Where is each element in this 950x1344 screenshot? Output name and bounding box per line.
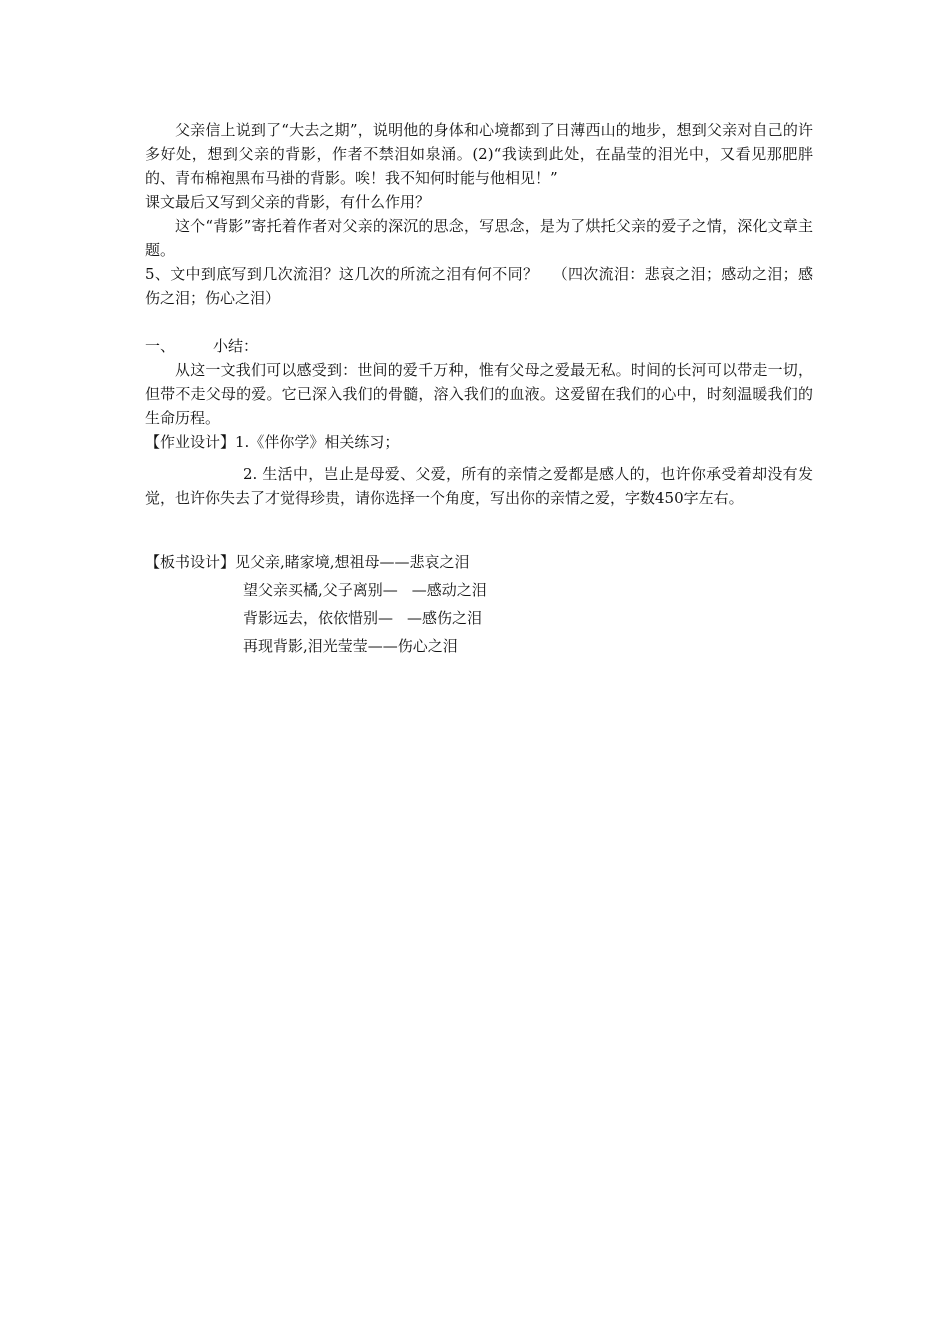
board-line-4: 再现背影,泪光莹莹——伤心之泪 <box>243 637 458 655</box>
board-line-3-b: —感伤之泪 <box>407 609 483 627</box>
homework-line-1 <box>145 430 813 454</box>
blank-line <box>145 310 813 334</box>
answer-last-back: 这个“背影”寄托着作者对父亲的深沉的思念，写思念，是为了烘托父亲的爱子之情，深化文章主题。 <box>145 217 813 259</box>
board-line-1 <box>145 548 813 576</box>
summary-number: 一、 <box>145 337 176 355</box>
board-line-2-a: 望父亲买橘,父子离别— <box>243 581 398 599</box>
board-line-3 <box>145 604 813 632</box>
board-line-2 <box>145 576 813 604</box>
homework-label: 【作业设计】 <box>145 433 236 451</box>
board-line-3-a: 背影远去，依依惜别— <box>243 609 394 627</box>
paragraph-father-letter: 父亲信上说到了“大去之期”，说明他的身体和心境都到了日薄西山的地步，想到父亲对自己的许多好处，想到父亲的背影，作者不禁泪如泉涌。(2)“我读到此处，在晶莹的泪光中，又看见那肥胖的、青布棉袍黑布马褂的背影。唉！我不知何时能与他相见！” <box>145 121 813 187</box>
board-line-2-b: —感动之泪 <box>411 581 487 599</box>
board-line-1-text: 见父亲,睹家境,想祖母——悲哀之泪 <box>235 553 470 571</box>
summary-text: 从这一文我们可以感受到：世间的爱千万种，惟有父母之爱最无私。时间的长河可以带走一切，但带不走父母的爱。它已深入我们的骨髓，溶入我们的血液。这爱留在我们的心中，时刻温暖我们的生命历程。 <box>145 361 813 427</box>
summary-title: 小结： <box>213 337 259 355</box>
summary-heading <box>145 334 813 358</box>
board-label: 【板书设计】 <box>145 553 236 571</box>
question-last-back: 课文最后又写到父亲的背影，有什么作用？ <box>145 193 431 211</box>
question-five-text: 5、文中到底写到几次流泪？这几次的所流之泪有何不同？ <box>145 265 539 283</box>
document-page <box>145 118 813 660</box>
homework-item-2: 2. 生活中，岂止是母爱、父爱，所有的亲情之爱都是感人的，也许你承受着却没有发觉，也许你失去了才觉得珍贵，请你选择一个角度，写出你的亲情之爱，字数450字左右。 <box>145 465 813 507</box>
question-five-answer: （四次流泪：悲哀之泪；感动之泪；感伤之泪；伤心之泪） <box>145 265 813 307</box>
homework-item-1: 1.《伴你学》相关练习； <box>235 433 400 451</box>
question-five <box>145 262 813 310</box>
board-design <box>145 548 813 660</box>
